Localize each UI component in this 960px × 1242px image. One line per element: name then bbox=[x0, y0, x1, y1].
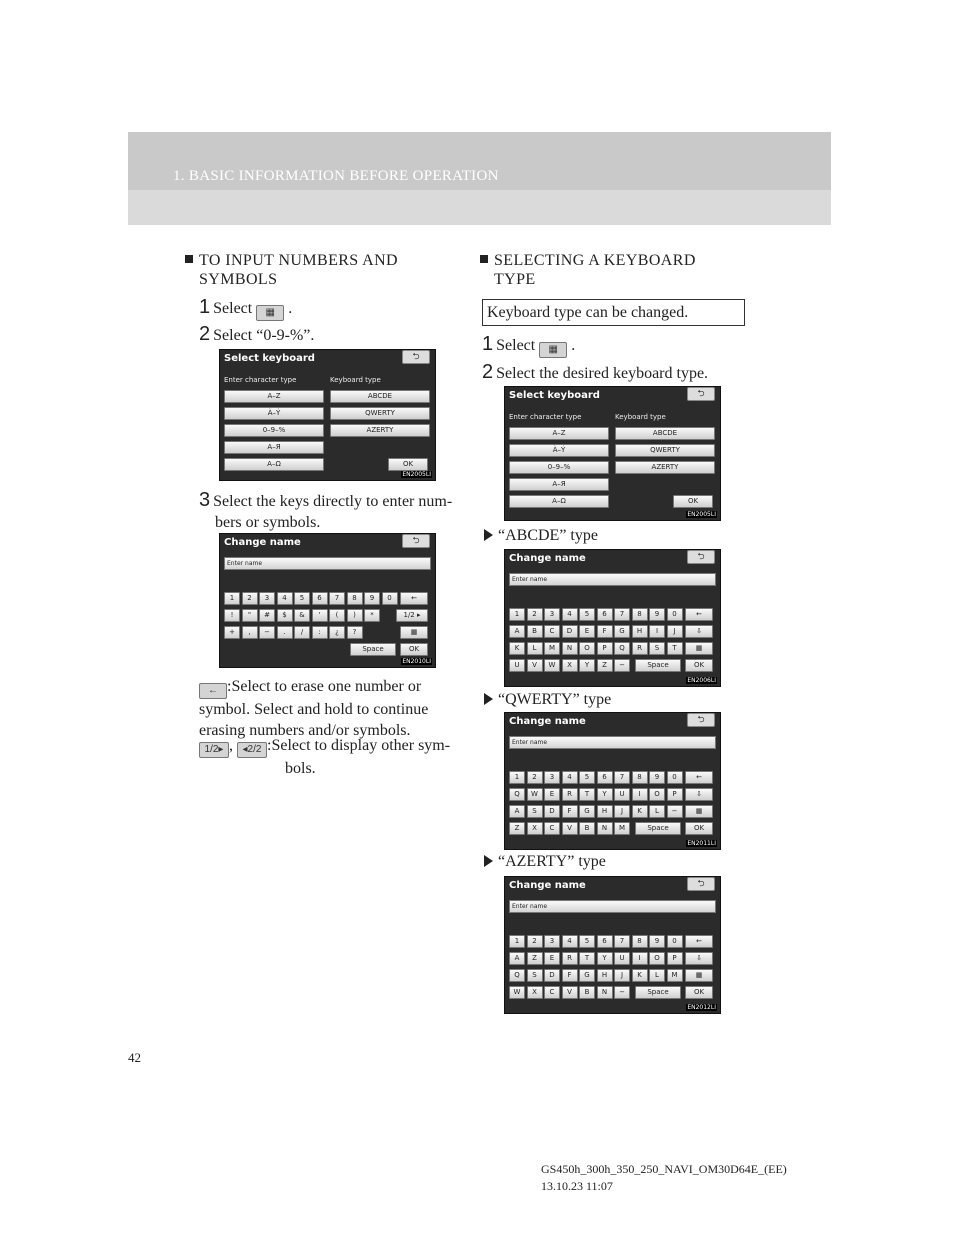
key-button[interactable]: $ bbox=[277, 609, 293, 622]
key-button[interactable]: U bbox=[614, 788, 630, 801]
left-step-3: 3 Select the keys directly to enter num- bers or symbols. bbox=[199, 489, 453, 531]
screen-title: Change name bbox=[509, 716, 586, 727]
screen-title: Select keyboard bbox=[224, 353, 315, 364]
key-button[interactable]: M bbox=[544, 642, 560, 655]
character-type-button[interactable]: 0–9–% bbox=[509, 461, 609, 474]
section-heading-numbers: TO INPUT NUMBERS AND SYMBOLS bbox=[199, 251, 461, 289]
header-band bbox=[128, 190, 831, 225]
key-button[interactable]: 0 bbox=[667, 771, 683, 784]
key-button[interactable]: T bbox=[667, 642, 683, 655]
key-button[interactable]: D bbox=[562, 625, 578, 638]
key-button[interactable]: A bbox=[509, 952, 525, 965]
keyboard-select-key[interactable]: ▦ bbox=[400, 626, 428, 639]
space-key[interactable]: Space bbox=[635, 986, 681, 999]
key-button[interactable]: Z bbox=[527, 952, 543, 965]
key-button[interactable]: 5 bbox=[579, 771, 595, 784]
key-button[interactable]: U bbox=[614, 952, 630, 965]
key-button[interactable]: H bbox=[597, 969, 613, 982]
key-button[interactable]: Q bbox=[509, 969, 525, 982]
key-button[interactable]: 5 bbox=[579, 608, 595, 621]
key-button[interactable]: V bbox=[562, 822, 578, 835]
key-button[interactable]: D bbox=[544, 969, 560, 982]
key-button[interactable]: O bbox=[649, 788, 665, 801]
key-button[interactable]: T bbox=[579, 788, 595, 801]
key-button[interactable]: 6 bbox=[597, 608, 613, 621]
azerty-type-label: “AZERTY” type bbox=[484, 853, 606, 871]
key-button[interactable]: 7 bbox=[614, 608, 630, 621]
page-next-key[interactable]: 1/2 ▸ bbox=[396, 609, 428, 622]
key-button[interactable]: 0 bbox=[667, 935, 683, 948]
key-button[interactable]: 1 bbox=[224, 592, 240, 605]
key-button[interactable]: 2 bbox=[527, 935, 543, 948]
key-button[interactable]: " bbox=[242, 609, 258, 622]
back-button: ⮌ bbox=[687, 387, 715, 401]
ok-button[interactable]: OK bbox=[673, 495, 713, 508]
back-button: ⮌ bbox=[402, 350, 430, 364]
key-button[interactable]: A bbox=[509, 625, 525, 638]
key-button[interactable]: − bbox=[259, 626, 275, 639]
back-button: ⮌ bbox=[687, 877, 715, 891]
keyboard-type-button[interactable]: QWERTY bbox=[330, 407, 430, 420]
key-button[interactable]: N bbox=[597, 822, 613, 835]
screenshot-azerty bbox=[504, 876, 721, 1014]
left-step-1: 1 Select ▦ . bbox=[199, 296, 292, 321]
key-button[interactable]: E bbox=[544, 788, 560, 801]
key-button[interactable]: R bbox=[562, 788, 578, 801]
keyboard-icon: ▦ bbox=[539, 342, 567, 358]
key-button[interactable]: 9 bbox=[649, 935, 665, 948]
key-button[interactable]: J bbox=[667, 625, 683, 638]
qwerty-type-label: “QWERTY” type bbox=[484, 691, 611, 709]
key-button[interactable]: ! bbox=[224, 609, 240, 622]
page-header bbox=[128, 132, 831, 225]
key-button[interactable]: W bbox=[509, 986, 525, 999]
page-number: 42 bbox=[128, 1050, 141, 1065]
key-button[interactable]: V bbox=[562, 986, 578, 999]
key-button[interactable]: Y bbox=[579, 659, 595, 672]
key-button[interactable]: 6 bbox=[597, 771, 613, 784]
image-code: EN2006LI bbox=[687, 677, 716, 684]
page-next-icon: 1/2▸ bbox=[199, 742, 229, 758]
character-type-button[interactable]: Α–Ω bbox=[224, 458, 324, 471]
backspace-key[interactable]: ← bbox=[685, 608, 713, 621]
key-button[interactable]: L bbox=[649, 969, 665, 982]
key-button[interactable]: 4 bbox=[277, 592, 293, 605]
key-button[interactable]: M bbox=[614, 822, 630, 835]
footer-info: GS450h_300h_350_250_NAVI_OM30D64E_(EE) 13.10.23 11:07 bbox=[541, 1162, 787, 1193]
character-type-button[interactable]: À–Ý bbox=[224, 407, 324, 420]
page-switch-description: 1/2▸ , ◂2/2 :Select to display other sym- bols. bbox=[199, 735, 461, 779]
image-code: EN2011LI bbox=[687, 840, 716, 847]
key-button[interactable]: S bbox=[649, 642, 665, 655]
image-code: EN2010LI bbox=[402, 658, 431, 665]
key-button[interactable]: X bbox=[562, 659, 578, 672]
keyboard-select-key[interactable]: ▦ bbox=[685, 805, 713, 818]
character-type-button[interactable]: А–Я bbox=[509, 478, 609, 491]
key-button[interactable]: ¿ bbox=[329, 626, 345, 639]
key-button[interactable]: B bbox=[527, 625, 543, 638]
key-button[interactable]: A bbox=[509, 805, 525, 818]
backspace-key[interactable]: ← bbox=[685, 771, 713, 784]
screenshot-abcde bbox=[504, 549, 721, 687]
name-field: Enter name bbox=[509, 736, 716, 749]
page-prev-icon: ◂2/2 bbox=[237, 742, 267, 758]
image-code: EN2005LI bbox=[687, 511, 716, 518]
key-button[interactable]: C bbox=[544, 986, 560, 999]
key-button[interactable]: X bbox=[527, 986, 543, 999]
name-field: Enter name bbox=[509, 900, 716, 913]
key-button[interactable]: Z bbox=[509, 822, 525, 835]
key-button[interactable]: I bbox=[632, 788, 648, 801]
key-button[interactable]: M bbox=[667, 969, 683, 982]
key-button[interactable]: J bbox=[614, 805, 630, 818]
key-button[interactable]: F bbox=[597, 625, 613, 638]
keyboard-icon: ▦ bbox=[256, 305, 284, 321]
keyboard-select-key[interactable]: ▦ bbox=[685, 969, 713, 982]
back-button: ⮌ bbox=[687, 550, 715, 564]
screenshot-qwerty bbox=[504, 712, 721, 850]
key-button[interactable]: 6 bbox=[312, 592, 328, 605]
key-button[interactable]: O bbox=[649, 952, 665, 965]
key-button[interactable]: J bbox=[614, 969, 630, 982]
key-button[interactable]: : bbox=[312, 626, 328, 639]
key-button[interactable]: 3 bbox=[544, 608, 560, 621]
key-button[interactable]: 2 bbox=[527, 771, 543, 784]
key-button[interactable]: K bbox=[509, 642, 525, 655]
left-step-2: 2 Select “0-9-%”. bbox=[199, 323, 315, 345]
key-button[interactable]: 2 bbox=[242, 592, 258, 605]
image-code: EN2005LI bbox=[402, 471, 431, 478]
keyboard-type-button[interactable]: ABCDE bbox=[330, 390, 430, 403]
key-button[interactable]: X bbox=[527, 822, 543, 835]
key-button[interactable]: Z bbox=[597, 659, 613, 672]
key-button[interactable]: 7 bbox=[614, 935, 630, 948]
abcde-type-label: “ABCDE” type bbox=[484, 527, 598, 545]
key-button[interactable]: 8 bbox=[347, 592, 363, 605]
key-button[interactable]: 3 bbox=[544, 771, 560, 784]
key-button[interactable]: V bbox=[527, 659, 543, 672]
key-button[interactable]: N bbox=[597, 986, 613, 999]
section-heading-keyboard-type: SELECTING A KEYBOARD TYPE bbox=[494, 251, 742, 289]
screen-title: Select keyboard bbox=[509, 390, 600, 401]
backspace-key[interactable]: ← bbox=[685, 935, 713, 948]
keyboard-type-button[interactable]: ABCDE bbox=[615, 427, 715, 440]
key-button[interactable]: − bbox=[614, 986, 630, 999]
key-button[interactable]: R bbox=[632, 642, 648, 655]
key-button[interactable]: L bbox=[527, 642, 543, 655]
key-button[interactable]: + bbox=[224, 626, 240, 639]
space-key[interactable]: Space bbox=[635, 822, 681, 835]
keyboard-type-label: Keyboard type bbox=[330, 376, 381, 384]
key-button[interactable]: E bbox=[544, 952, 560, 965]
key-button[interactable]: C bbox=[544, 625, 560, 638]
key-button[interactable]: T bbox=[579, 952, 595, 965]
key-button[interactable]: 8 bbox=[632, 771, 648, 784]
key-button[interactable]: P bbox=[597, 642, 613, 655]
key-button[interactable]: G bbox=[579, 805, 595, 818]
key-button[interactable]: H bbox=[632, 625, 648, 638]
key-button[interactable]: D bbox=[544, 805, 560, 818]
character-type-button[interactable]: 0–9–% bbox=[224, 424, 324, 437]
key-button[interactable]: R bbox=[562, 952, 578, 965]
key-button[interactable]: B bbox=[579, 986, 595, 999]
key-button[interactable]: U bbox=[509, 659, 525, 672]
key-button[interactable]: W bbox=[527, 788, 543, 801]
key-button[interactable]: I bbox=[649, 625, 665, 638]
key-button[interactable]: Q bbox=[509, 788, 525, 801]
key-button[interactable]: 4 bbox=[562, 771, 578, 784]
right-step-2: 2 Select the desired keyboard type. bbox=[482, 361, 709, 383]
screenshot-symbol-keyboard bbox=[219, 533, 436, 668]
keyboard-select-key[interactable]: ▦ bbox=[685, 642, 713, 655]
erase-description: ← :Select to erase one number or symbol. Select and hold to continue erasing numbers and/or symbols. bbox=[199, 678, 429, 739]
right-step-1: 1 Select ▦ . bbox=[482, 333, 575, 358]
back-button: ⮌ bbox=[402, 534, 430, 548]
key-button[interactable]: / bbox=[294, 626, 310, 639]
ok-key[interactable]: OK bbox=[685, 822, 713, 835]
key-button[interactable]: 2 bbox=[527, 608, 543, 621]
key-button[interactable]: 0 bbox=[382, 592, 398, 605]
key-button[interactable]: 0 bbox=[667, 608, 683, 621]
key-button[interactable]: * bbox=[364, 609, 380, 622]
key-button[interactable]: ) bbox=[347, 609, 363, 622]
character-type-label: Enter character type bbox=[224, 376, 297, 384]
key-button[interactable]: ' bbox=[312, 609, 328, 622]
character-type-button[interactable]: A–Z bbox=[224, 390, 324, 403]
image-code: EN2012LI bbox=[687, 1004, 716, 1011]
key-button[interactable]: O bbox=[579, 642, 595, 655]
backspace-icon: ← bbox=[199, 683, 227, 699]
key-button[interactable]: , bbox=[242, 626, 258, 639]
keyboard-type-button[interactable]: AZERTY bbox=[330, 424, 430, 437]
ok-button[interactable]: OK bbox=[388, 458, 428, 471]
key-button[interactable]: Q bbox=[614, 642, 630, 655]
shift-key[interactable]: ⇩ bbox=[685, 952, 713, 965]
key-button[interactable]: ? bbox=[347, 626, 363, 639]
character-type-button[interactable]: А–Я bbox=[224, 441, 324, 454]
ok-key[interactable]: OK bbox=[685, 659, 713, 672]
key-button[interactable]: G bbox=[579, 969, 595, 982]
key-button[interactable]: C bbox=[544, 822, 560, 835]
space-key[interactable]: Space bbox=[635, 659, 681, 672]
key-button[interactable]: − bbox=[614, 659, 630, 672]
keyboard-type-button[interactable]: QWERTY bbox=[615, 444, 715, 457]
screen-title: Change name bbox=[224, 537, 301, 548]
key-button[interactable]: 9 bbox=[649, 608, 665, 621]
key-button[interactable]: K bbox=[632, 805, 648, 818]
key-button[interactable]: 1 bbox=[509, 935, 525, 948]
key-button[interactable]: F bbox=[562, 969, 578, 982]
key-button[interactable]: S bbox=[527, 969, 543, 982]
key-button[interactable]: 9 bbox=[364, 592, 380, 605]
key-button[interactable]: 3 bbox=[259, 592, 275, 605]
key-button[interactable]: 5 bbox=[294, 592, 310, 605]
key-button[interactable]: H bbox=[597, 805, 613, 818]
character-type-label: Enter character type bbox=[509, 413, 582, 421]
key-button[interactable]: P bbox=[667, 788, 683, 801]
key-button[interactable]: Y bbox=[597, 788, 613, 801]
key-button[interactable]: G bbox=[614, 625, 630, 638]
header-title: 1. BASIC INFORMATION BEFORE OPERATION bbox=[173, 168, 499, 184]
character-type-button[interactable]: À–Ý bbox=[509, 444, 609, 457]
character-type-button[interactable]: A–Z bbox=[509, 427, 609, 440]
ok-key[interactable]: OK bbox=[400, 643, 428, 656]
key-button[interactable]: ( bbox=[329, 609, 345, 622]
screenshot-select-keyboard-2 bbox=[504, 386, 721, 521]
key-button[interactable]: . bbox=[277, 626, 293, 639]
shift-key[interactable]: ⇩ bbox=[685, 625, 713, 638]
screen-title: Change name bbox=[509, 553, 586, 564]
key-button[interactable]: P bbox=[667, 952, 683, 965]
key-button[interactable]: & bbox=[294, 609, 310, 622]
key-button[interactable]: 8 bbox=[632, 935, 648, 948]
key-button[interactable]: I bbox=[632, 952, 648, 965]
key-button[interactable]: 5 bbox=[579, 935, 595, 948]
ok-key[interactable]: OK bbox=[685, 986, 713, 999]
backspace-key[interactable]: ← bbox=[400, 592, 428, 605]
name-field: Enter name bbox=[224, 557, 431, 570]
key-button[interactable]: K bbox=[632, 969, 648, 982]
key-button[interactable]: F bbox=[562, 805, 578, 818]
key-button[interactable]: 4 bbox=[562, 608, 578, 621]
key-button[interactable]: 1 bbox=[509, 771, 525, 784]
key-button[interactable]: 9 bbox=[649, 771, 665, 784]
key-button[interactable]: 8 bbox=[632, 608, 648, 621]
key-button[interactable]: − bbox=[667, 805, 683, 818]
key-button[interactable]: Y bbox=[597, 952, 613, 965]
keyboard-type-label: Keyboard type bbox=[615, 413, 666, 421]
key-button[interactable]: 1 bbox=[509, 608, 525, 621]
screen-title: Change name bbox=[509, 880, 586, 891]
key-button[interactable]: 4 bbox=[562, 935, 578, 948]
key-button[interactable]: 3 bbox=[544, 935, 560, 948]
key-button[interactable]: 6 bbox=[597, 935, 613, 948]
key-button[interactable]: N bbox=[562, 642, 578, 655]
key-button[interactable]: W bbox=[544, 659, 560, 672]
name-field: Enter name bbox=[509, 573, 716, 586]
back-button: ⮌ bbox=[687, 713, 715, 727]
key-button[interactable]: L bbox=[649, 805, 665, 818]
screenshot-select-keyboard-1 bbox=[219, 349, 436, 481]
key-button[interactable]: B bbox=[579, 822, 595, 835]
character-type-button[interactable]: Α–Ω bbox=[509, 495, 609, 508]
key-button[interactable]: E bbox=[579, 625, 595, 638]
shift-key[interactable]: ⇩ bbox=[685, 788, 713, 801]
keyboard-type-button[interactable]: AZERTY bbox=[615, 461, 715, 474]
space-key[interactable]: Space bbox=[350, 643, 396, 656]
key-button[interactable]: 7 bbox=[329, 592, 345, 605]
key-button[interactable]: S bbox=[527, 805, 543, 818]
key-button[interactable]: # bbox=[259, 609, 275, 622]
note-box: Keyboard type can be changed. bbox=[482, 299, 745, 326]
key-button[interactable]: 7 bbox=[614, 771, 630, 784]
